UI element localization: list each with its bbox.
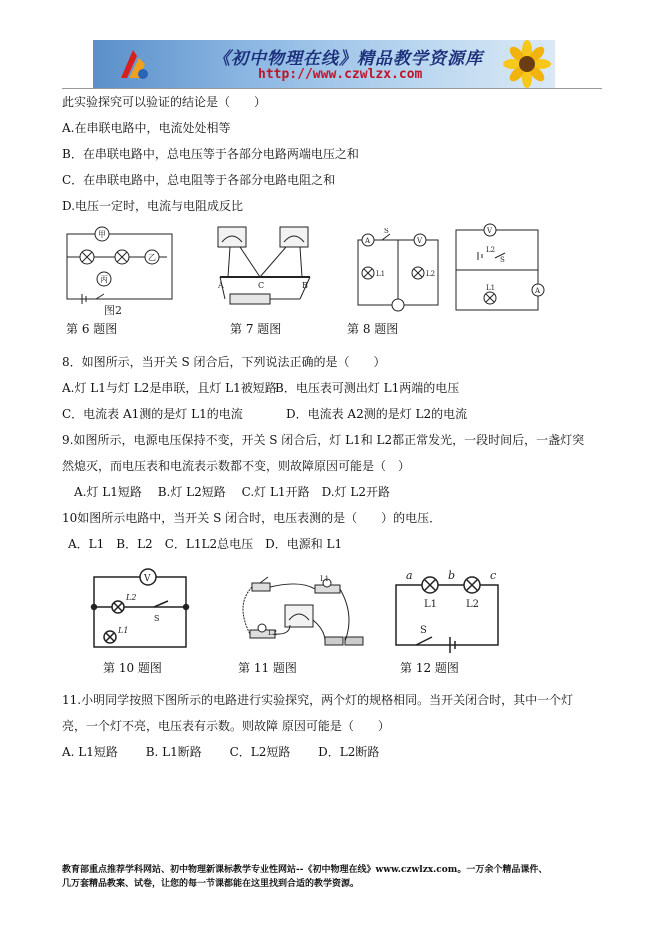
fig8-meter-v: V: [417, 237, 423, 245]
caption-fig12: 第 12 题图: [400, 661, 459, 675]
caption-fig8: 第 8 题图: [347, 322, 399, 336]
fig11-lamp-l2: L2: [268, 629, 278, 637]
caption-fig10: 第 10 题图: [103, 661, 162, 675]
fig8-switch-s: S: [384, 228, 389, 235]
fig12-point-b: b: [448, 569, 456, 582]
caption-fig6: 第 6 题图: [66, 322, 118, 336]
fig10-lamp-l1: L1: [118, 626, 129, 635]
fig10-meter-v: V: [144, 574, 151, 584]
fig9-meter-a: A: [535, 287, 541, 295]
fig7-label-a: A: [218, 281, 224, 290]
figure-12-circuit: [388, 565, 513, 655]
sunflower-icon: [493, 40, 555, 88]
fig12-point-c: c: [490, 569, 497, 582]
fig8-lamp-l1: L1: [376, 270, 386, 278]
question-8-option-c: C．电流表 A1测的是灯 L1的电流: [62, 407, 243, 421]
header-banner: [93, 40, 555, 88]
question-9-line1: 9.如图所示，电源电压保持不变，开关 S 闭合后，灯 L1和 L2都正常发光，一段时间后，一盏灯突: [62, 433, 585, 447]
figure-6-circuit: [62, 222, 177, 317]
figure-10-circuit: [88, 565, 193, 655]
fig6-meter-top: 甲: [98, 230, 106, 239]
question-9-line2: 然熄灭，而电压表和电流表示数都不变，则故障原因可能是（ ）: [62, 459, 411, 473]
fig12-lamp-l2: L2: [466, 599, 480, 610]
question-8-option-a: A.灯 L1与灯 L2是串联，且灯 L1被短路: [62, 381, 277, 395]
figure-11-apparatus: [230, 575, 370, 655]
question-8: 8．如图所示，当开关 S 闭合后，下列说法正确的是（ ）: [62, 355, 386, 369]
header-divider: [62, 88, 602, 89]
figure-8-circuit: [350, 228, 445, 318]
caption-fig11: 第 11 题图: [238, 661, 297, 675]
fig9-lamp-l1: L1: [486, 284, 496, 292]
fig12-switch-s: S: [420, 625, 427, 636]
fig9-meter-v: V: [487, 227, 493, 235]
banner-title: 《初中物理在线》精品教学资源库: [213, 49, 483, 69]
footer-line-2: 几万套精品教案、试卷，让您的每一节课都能在这里找到合适的教学资源。: [62, 879, 360, 889]
fig10-lamp-l2: L2: [126, 593, 137, 602]
banner-url[interactable]: http://www.czwlzx.com: [258, 67, 423, 82]
question-11-line1: 11.小明同学按照下图所示的电路进行实验探究，两个灯的规格相同。当开关闭合时，其中一个灯: [62, 693, 574, 707]
fig12-point-a: a: [406, 569, 413, 582]
option-c: C．在串联电路中，总电阻等于各部分电路电阻之和: [62, 173, 336, 187]
fig7-label-c: C: [258, 281, 265, 290]
fig12-lamp-l1: L1: [424, 599, 438, 610]
figure-9-circuit: [450, 220, 550, 315]
option-d: D.电压一定时，电流与电阻成反比: [62, 199, 244, 213]
question-11-line2: 亮，一个灯不亮，电压表有示数。则故障 原因可能是（ ）: [62, 719, 390, 733]
caption-fig7: 第 7 题图: [230, 322, 282, 336]
fig6-label: 图2: [104, 304, 122, 317]
question-10-options: A．L1 B．L2 C．L1L2总电压 D．电源和 L1: [68, 537, 343, 551]
fig8-lamp-l2: L2: [426, 270, 436, 278]
option-b: B．在串联电路中，总电压等于各部分电路两端电压之和: [62, 147, 359, 161]
fig6-meter-right: 乙: [148, 253, 156, 262]
question-8-option-d: D．电流表 A2测的是灯 L2的电流: [286, 407, 468, 421]
fig6-meter-mid: 丙: [100, 275, 108, 284]
question-10: 10如图所示电路中，当开关 S 闭合时，电压表测的是（ ）的电压．: [62, 511, 442, 525]
fig7-label-b: B: [302, 281, 308, 290]
figure-7-apparatus: [210, 222, 320, 317]
question-intro: 此实验探究可以验证的结论是（ ）: [62, 95, 267, 109]
fig8-meter-a1: A: [365, 237, 371, 245]
fig9-switch-s: S: [500, 256, 505, 264]
question-9-options: A.灯 L1短路 B.灯 L2短路 C.灯 L1开路 D.灯 L2开路: [74, 485, 390, 499]
fig11-lamp-l1: L1: [320, 575, 330, 583]
question-8-option-b: B．电压表可测出灯 L1两端的电压: [275, 381, 460, 395]
fig10-switch-s: S: [154, 614, 160, 623]
option-a: A.在串联电路中，电流处处相等: [62, 121, 231, 135]
footer-line-1: 教育部重点推荐学科网站、初中物理新课标教学专业性网站--《初中物理在线》www.czwlzx.com。一万余个精品课件、: [62, 865, 548, 875]
fig9-lamp-l2: L2: [486, 246, 496, 254]
site-logo-icon: [113, 44, 153, 84]
page-footer: [62, 863, 602, 891]
question-11-options: A. L1短路 B. L1断路 C．L2短路 D．L2断路: [62, 745, 380, 759]
